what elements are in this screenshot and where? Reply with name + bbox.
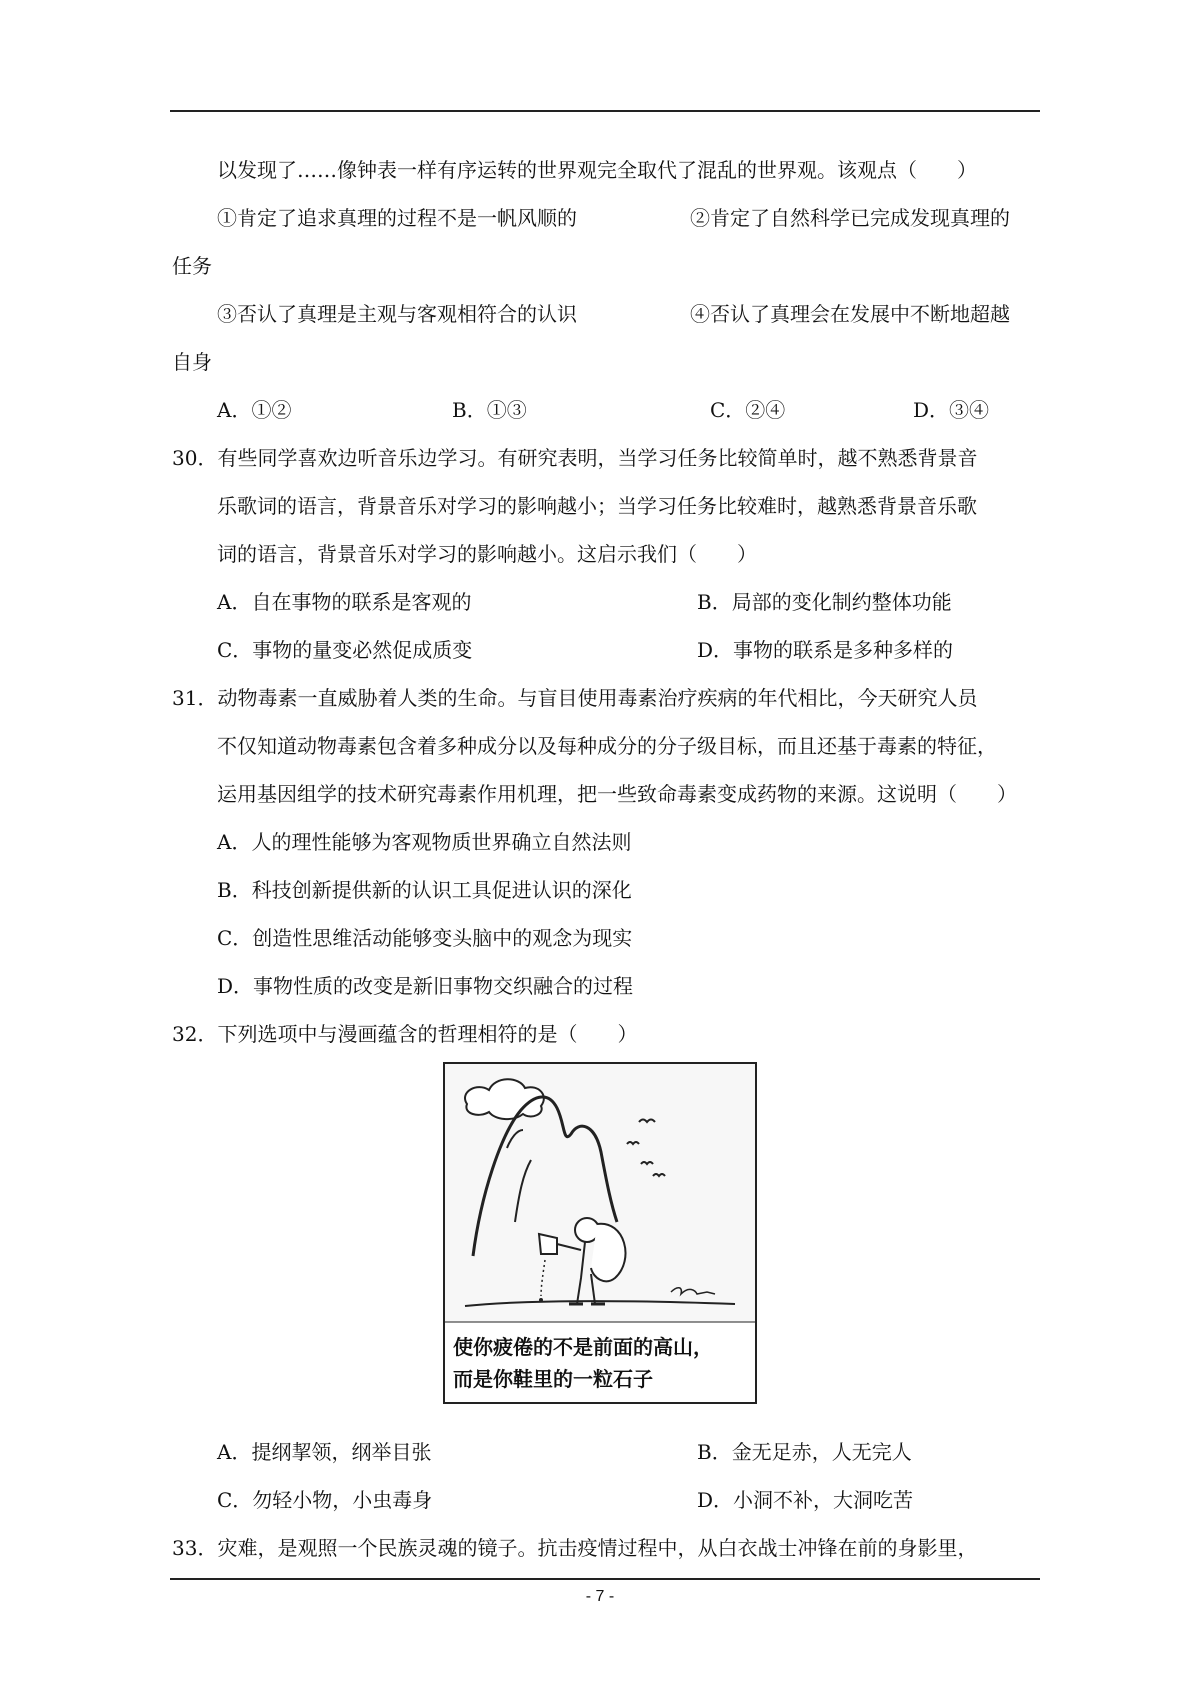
header-rule [170,110,1040,112]
q30-option-a: A．自在事物的联系是客观的 [217,590,472,614]
q32-stem: 32．下列选项中与漫画蕴含的哲理相符的是（ ） [172,1022,638,1046]
q29-option-c: C．②④ [710,398,786,422]
q29-option-b: B．①③ [452,398,527,422]
q32-option-b: B．金无足赤，人无完人 [697,1440,912,1464]
q30-stem-line-2: 乐歌词的语言，背景音乐对学习的影响越小；当学习任务比较难时，越熟悉背景音乐歌 [217,494,977,518]
cartoon-caption-line-2: 而是你鞋里的一粒石子 [453,1367,653,1391]
q30-stem-line-3: 词的语言，背景音乐对学习的影响越小。这启示我们（ ） [217,542,757,566]
q29-statement-2-cont: 任务 [172,254,212,278]
q29-statement-1: ①肯定了追求真理的过程不是一帆风顺的 [217,206,577,230]
q32-option-d: D．小洞不补，大洞吃苦 [697,1488,914,1512]
q29-option-d: D．③④ [913,398,990,422]
q31-option-c: C．创造性思维活动能够变头脑中的观念为现实 [217,926,633,950]
q30-option-c: C．事物的量变必然促成质变 [217,638,473,662]
q31-stem-line-1: 31．动物毒素一直威胁着人类的生命。与盲目使用毒素治疗疾病的年代相比，今天研究人员 [172,686,978,710]
q31-option-b: B．科技创新提供新的认识工具促进认识的深化 [217,878,632,902]
q30-option-b: B．局部的变化制约整体功能 [697,590,952,614]
q32-option-c: C．勿轻小物，小虫毒身 [217,1488,433,1512]
q31-stem-line-2: 不仅知道动物毒素包含着多种成分以及每种成分的分子级目标，而且还基于毒素的特征， [217,734,997,758]
q31-option-a: A．人的理性能够为客观物质世界确立自然法则 [217,830,632,854]
page-number: - 7 - [585,1588,615,1605]
q30-stem-line-1: 30．有些同学喜欢边听音乐边学习。有研究表明，当学习任务比较简单时，越不熟悉背景音 [172,446,978,470]
philosophy-cartoon [443,1062,757,1404]
q29-statement-4-cont: 自身 [172,350,212,374]
q31-stem-line-3: 运用基因组学的技术研究毒素作用机理，把一些致命毒素变成药物的来源。这说明（ ） [217,782,1017,806]
q29-statement-4: ④否认了真理会在发展中不断地超越 [690,302,1010,326]
footer-rule [170,1578,1040,1580]
q29-option-a: A．①② [217,398,292,422]
q29-statement-3: ③否认了真理是主观与客观相符合的认识 [217,302,577,326]
q29-stem-tail: 以发现了……像钟表一样有序运转的世界观完全取代了混乱的世界观。该观点（ ） [217,158,977,182]
q29-statement-2: ②肯定了自然科学已完成发现真理的 [690,206,1010,230]
q32-option-a: A．提纲挈领，纲举目张 [217,1440,432,1464]
q30-option-d: D．事物的联系是多种多样的 [697,638,954,662]
q31-option-d: D．事物性质的改变是新旧事物交织融合的过程 [217,974,634,998]
q33-stem: 33．灾难，是观照一个民族灵魂的镜子。抗击疫情过程中，从白衣战士冲锋在前的身影里， [172,1536,978,1560]
cartoon-caption-line-1: 使你疲倦的不是前面的高山， [453,1335,713,1359]
